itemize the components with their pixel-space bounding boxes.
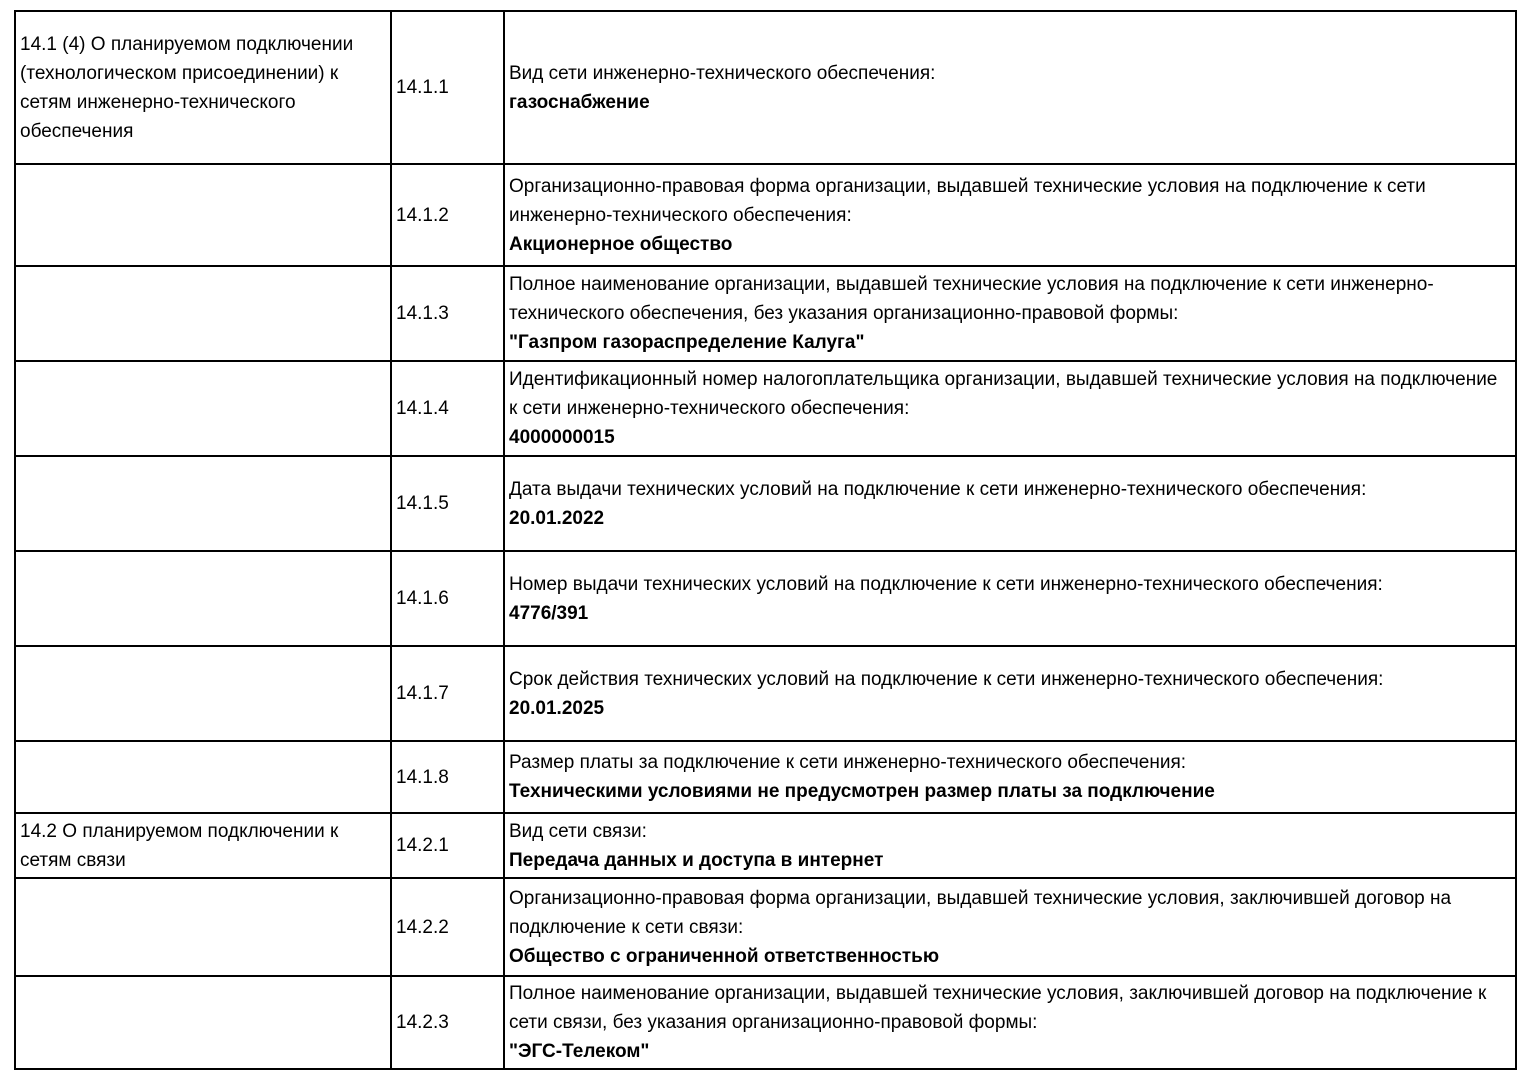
item-number-cell: 14.1.4: [391, 361, 504, 456]
content-cell: [504, 878, 1516, 976]
content-cell: [504, 646, 1516, 741]
table-row: [15, 878, 1516, 976]
item-number-cell: 14.1.1: [391, 11, 504, 164]
content-cell: [504, 456, 1516, 551]
item-number-cell: 14.2.1: [391, 813, 504, 878]
section-cell: 14.2 О планируемом подключении к сетям связи: [15, 813, 391, 878]
table-row: [15, 551, 1516, 646]
field-label: Размер платы за подключение к сети инженерно-технического обеспечения:: [509, 752, 1187, 773]
field-value: 20.01.2022: [509, 507, 605, 529]
table-row: [15, 813, 1516, 878]
table-row: [15, 164, 1516, 266]
section-cell: 14.1 (4) О планируемом подключении (технологическом присоединении) к сетям инженерно-технического обеспечения: [15, 11, 391, 164]
section-cell: [15, 551, 391, 646]
table-row: [15, 361, 1516, 456]
field-label: Дата выдачи технических условий на подключение к сети инженерно-технического обеспечения:: [509, 478, 1367, 500]
field-value: 4000000015: [509, 427, 615, 448]
field-value: Передача данных и доступа в интернет: [509, 849, 884, 871]
item-number-cell: 14.2.2: [391, 878, 504, 976]
field-value: Общество с ограниченной ответственностью: [509, 945, 940, 967]
content-cell: [504, 11, 1516, 164]
section-cell: [15, 976, 391, 1069]
section-cell: [15, 266, 391, 361]
field-label: Организационно-правовая форма организации, выдавшей технические условия на подключение к сети инженерно-технического обеспечения:: [509, 175, 1426, 226]
content-cell: [504, 741, 1516, 813]
item-number-cell: 14.1.5: [391, 456, 504, 551]
table-row: [15, 976, 1516, 1069]
field-value: 20.01.2025: [509, 697, 605, 719]
section-cell: [15, 456, 391, 551]
content-cell: [504, 551, 1516, 646]
item-number-cell: 14.1.3: [391, 266, 504, 361]
content-cell: [504, 361, 1516, 456]
field-value: газоснабжение: [509, 91, 650, 113]
field-value: "ЭГС-Телеком": [509, 1041, 650, 1062]
declaration-table: [14, 10, 1517, 1070]
section-cell: [15, 646, 391, 741]
item-number-cell: 14.1.2: [391, 164, 504, 266]
table-row: [15, 11, 1516, 164]
table-row: [15, 646, 1516, 741]
field-value: Акционерное общество: [509, 233, 733, 255]
content-cell: [504, 266, 1516, 361]
section-cell: [15, 741, 391, 813]
table-row: [15, 456, 1516, 551]
field-label: Организационно-правовая форма организации, выдавшей технические условия, заключившей договор на подключение к сети связи:: [509, 887, 1452, 938]
field-label: Срок действия технических условий на подключение к сети инженерно-технического обеспечения:: [509, 668, 1384, 690]
content-cell: [504, 976, 1516, 1069]
content-cell: [504, 164, 1516, 266]
item-number-cell: 14.1.6: [391, 551, 504, 646]
table-row: [15, 266, 1516, 361]
field-value: 4776/391: [509, 602, 589, 624]
section-cell: [15, 361, 391, 456]
field-label: Идентификационный номер налогоплательщика организации, выдавшей технические условия на подключение к сети инженерно-технического обеспечения:: [509, 369, 1498, 419]
field-label: Полное наименование организации, выдавшей технические условия, заключившей договор на подключение к сети связи, без указания организационно-правовой формы:: [509, 983, 1487, 1033]
item-number-cell: 14.1.7: [391, 646, 504, 741]
field-value: "Газпром газораспределение Калуга": [509, 332, 865, 353]
content-cell: [504, 813, 1516, 878]
field-label: Полное наименование организации, выдавшей технические условия на подключение к сети инженерно-технического обеспечения, без указания организационно-правовой формы:: [509, 274, 1434, 324]
section-cell: [15, 164, 391, 266]
field-label: Вид сети связи:: [509, 820, 647, 842]
section-cell: [15, 878, 391, 976]
table-row: [15, 741, 1516, 813]
field-value: Техническими условиями не предусмотрен размер платы за подключение: [509, 781, 1215, 802]
item-number-cell: 14.2.3: [391, 976, 504, 1069]
field-label: Вид сети инженерно-технического обеспечения:: [509, 62, 936, 84]
field-label: Номер выдачи технических условий на подключение к сети инженерно-технического обеспечения:: [509, 573, 1383, 595]
item-number-cell: 14.1.8: [391, 741, 504, 813]
